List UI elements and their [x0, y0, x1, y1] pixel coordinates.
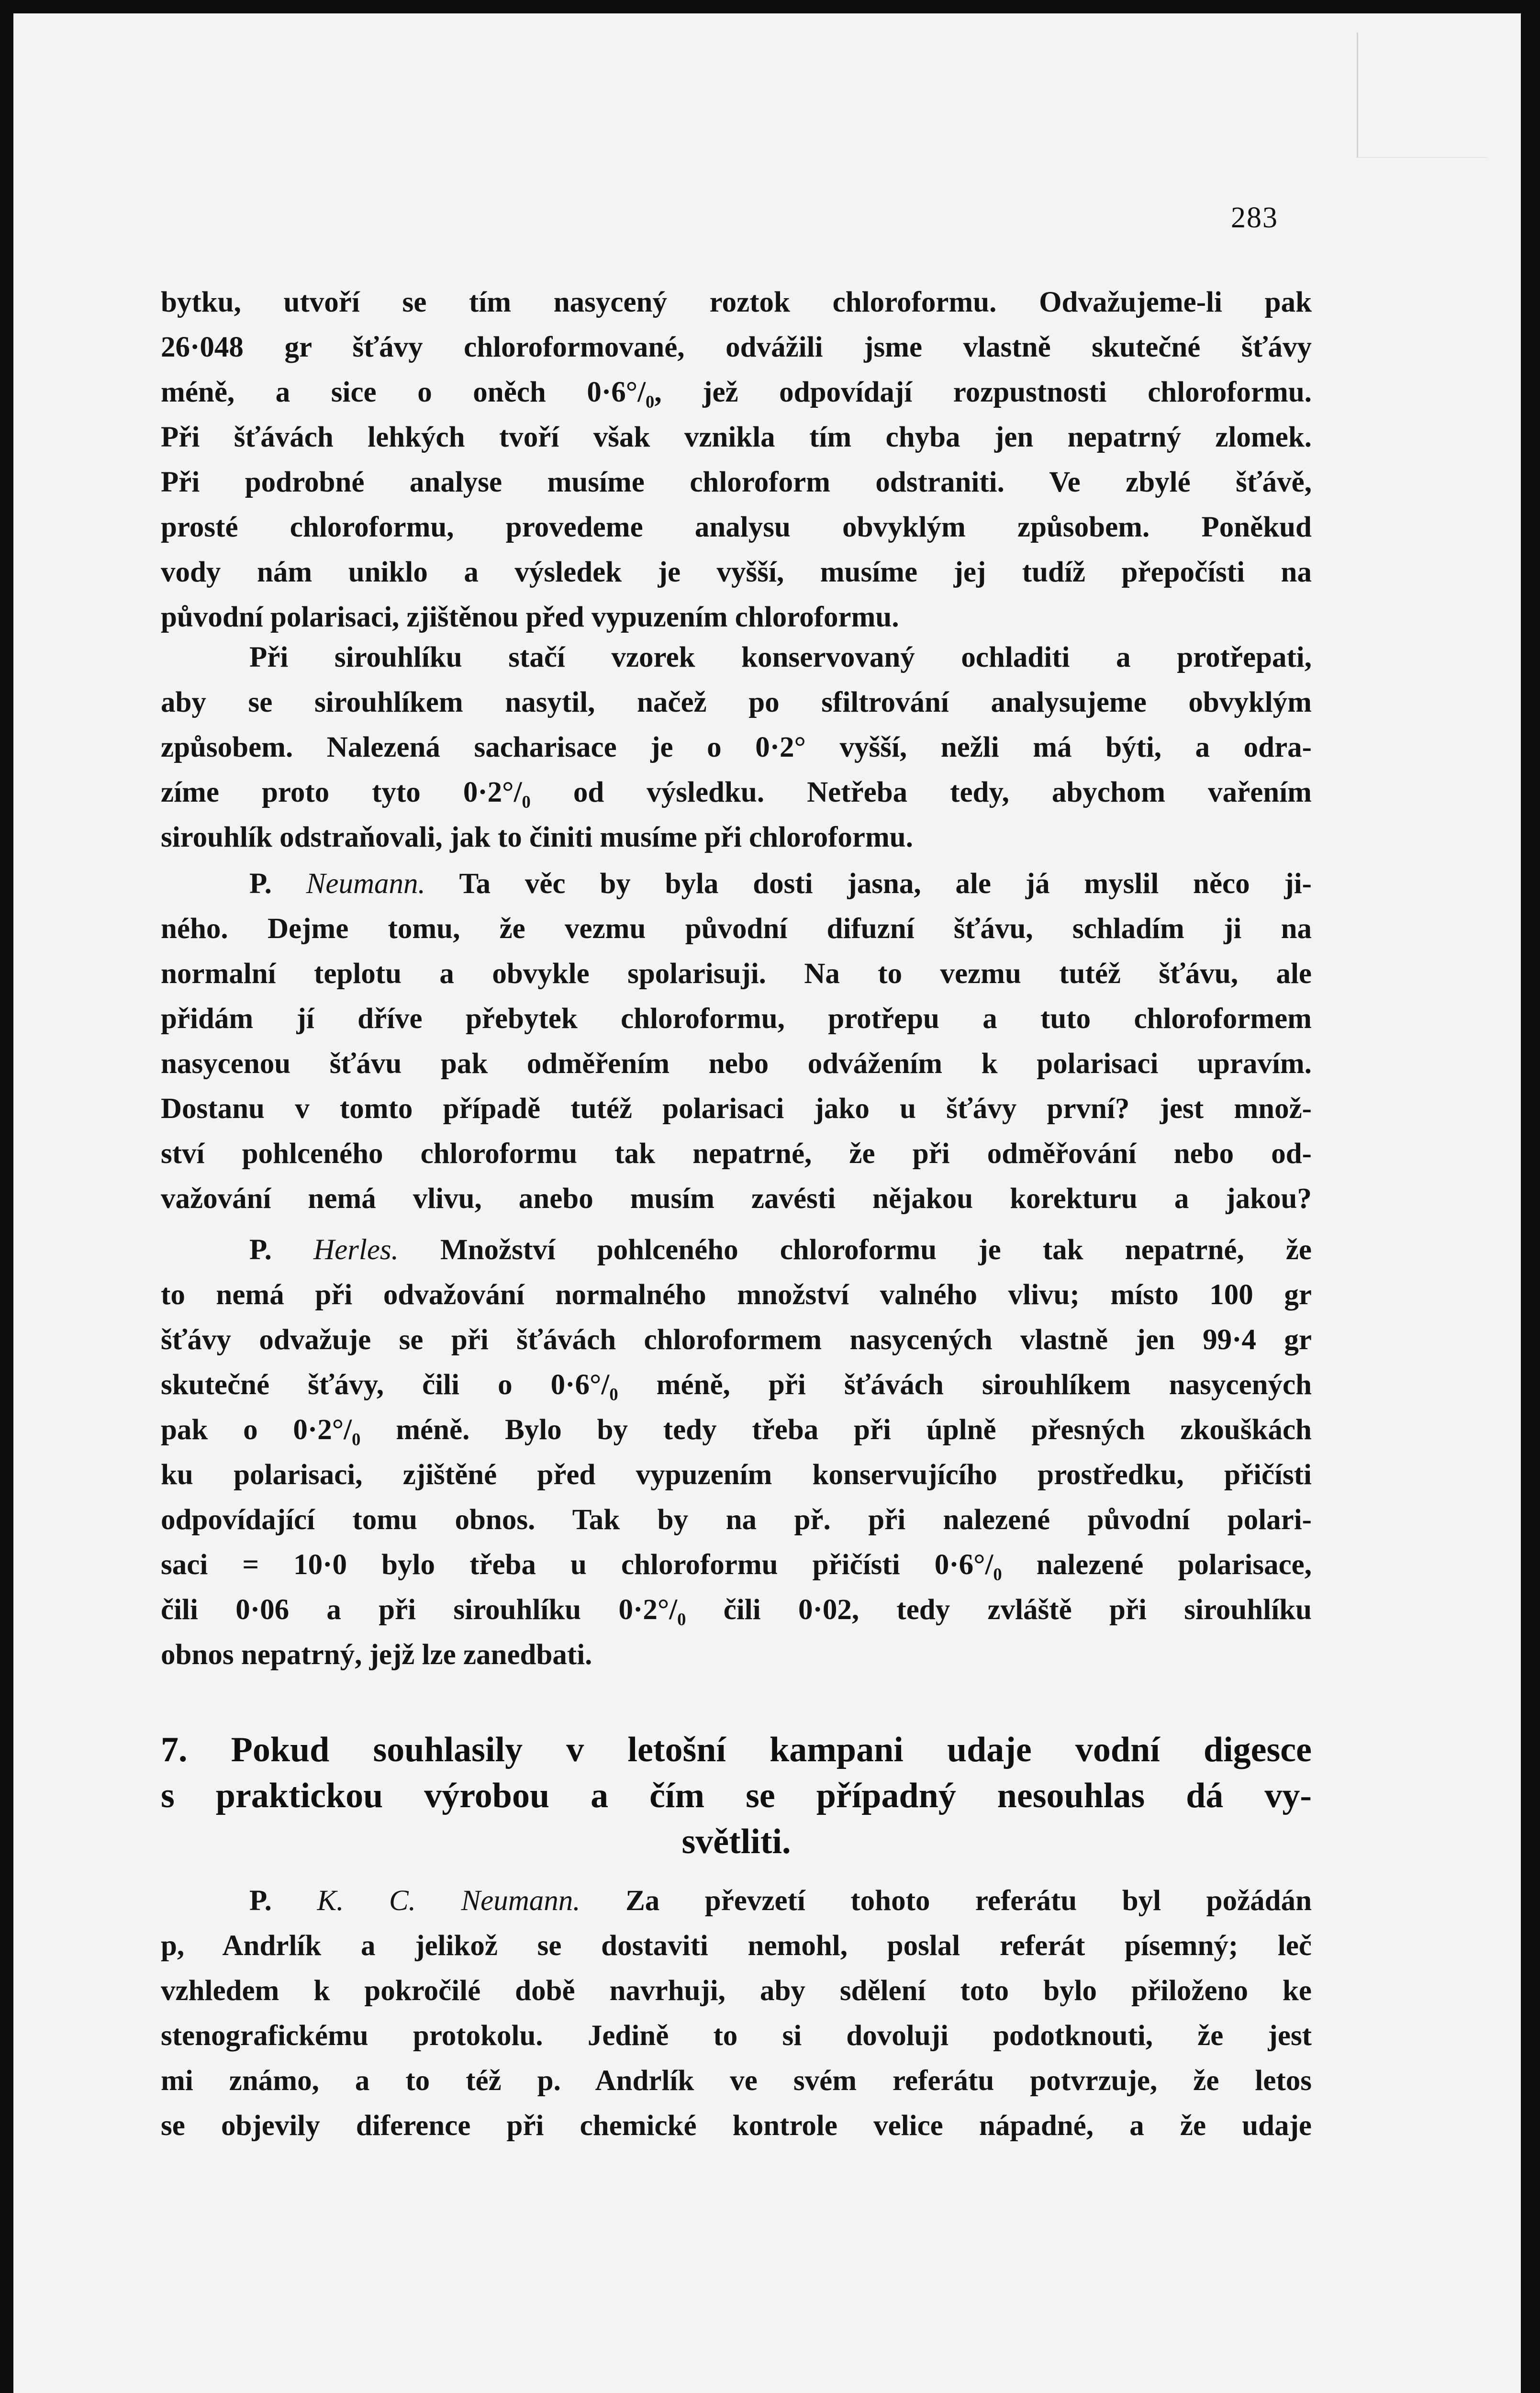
text-line: přidám jí dříve přebytek chloroformu, protřepu a tuto chloroformem	[161, 1003, 1312, 1035]
text-line: ného. Dejme tomu, že vezmu původní difuzní šťávu, schladím ji na	[161, 913, 1312, 945]
speaker-prefix: P.	[249, 1885, 272, 1917]
page-number: 283	[1231, 201, 1278, 234]
scan-border-right	[1521, 0, 1540, 2393]
text-line: vzhledem k pokročilé době navrhuji, aby sdělení toto bylo přiloženo ke	[161, 1975, 1312, 2007]
speaker-name: Herles.	[313, 1234, 399, 1266]
speaker-name: Neumann.	[461, 1885, 580, 1917]
text-line: Dostanu v tomto případě tutéž polarisaci jako u šťávy první? jest množ-	[161, 1093, 1312, 1125]
line-text: Za převzetí tohoto referátu byl požádán	[625, 1885, 1312, 1917]
paragraph-chloroform-analysis	[161, 280, 1312, 640]
line-text: Množství pohlceného chloroformu je tak nepatrné, že	[440, 1234, 1312, 1266]
text-line: to nemá při odvažování normalného množství valného vlivu; místo 100 gr	[161, 1279, 1312, 1311]
text-line: odpovídající tomu obnos. Tak by na př. při nalezené původní polari-	[161, 1504, 1312, 1536]
text-line: čili 0·06 a při sirouhlíku 0·2°/₀ čili 0·02, tedy zvláště při sirouhlíku	[161, 1594, 1312, 1626]
text-line: se objevily diference při chemické kontrole velice nápadné, a že udaje	[161, 2110, 1312, 2142]
heading-line: 7. Pokud souhlasily v letošní kampani udaje vodní digesce	[161, 1730, 1312, 1769]
text-line: ství pohlceného chloroformu tak nepatrné, že při odměřování nebo od-	[161, 1138, 1312, 1170]
paragraph-neumann-report	[161, 1879, 1312, 2148]
text-line: obnos nepatrný, jejž lze zanedbati.	[161, 1639, 592, 1671]
text-line: pak o 0·2°/₀ méně. Bylo by tedy třeba při úplně přesných zkouškách	[161, 1414, 1312, 1446]
text-line: stenografickému protokolu. Jedině to si dovoluji podotknouti, že jest	[161, 2020, 1312, 2052]
speaker-initials: K. C.	[317, 1885, 416, 1917]
text-line: zíme proto tyto 0·2°/₀ od výsledku. Netřeba tedy, abychom vařením	[161, 776, 1312, 808]
scan-border-left	[0, 0, 13, 2393]
text-line: méně, a sice o oněch 0·6°/₀, jež odpovídají rozpustnosti chloroformu.	[161, 376, 1312, 408]
text-line: 26·048 gr šťávy chloroformované, odvážili jsme vlastně skutečné šťávy	[161, 331, 1312, 363]
text-line: Při podrobné analyse musíme chloroform odstraniti. Ve zbylé šťávě,	[161, 466, 1312, 498]
text-line: sirouhlík odstraňovali, jak to činiti musíme při chloroformu.	[161, 821, 913, 853]
text-line	[161, 1228, 1312, 1273]
text-line: ku polarisaci, zjištěné před vypuzením konservujícího prostředku, přičísti	[161, 1459, 1312, 1491]
section-heading-7	[161, 1727, 1312, 1865]
text-line: važování nemá vlivu, anebo musím zavésti nějakou korekturu a jakou?	[161, 1183, 1312, 1215]
text-line: nasycenou šťávu pak odměřením nebo odvážením k polarisaci upravím.	[161, 1048, 1312, 1080]
speaker-prefix: P.	[249, 1234, 272, 1266]
scan-corner-artifact	[1357, 33, 1487, 158]
text-line: šťávy odvažuje se při šťávách chloroformem nasycených vlastně jen 99·4 gr	[161, 1324, 1312, 1356]
heading-line: s praktickou výrobou a čím se případný nesouhlas dá vy-	[161, 1776, 1312, 1815]
text-line: saci = 10·0 bylo třeba u chloroformu přičísti 0·6°/₀ nalezené polarisace,	[161, 1549, 1312, 1581]
text-line: prosté chloroformu, provedeme analysu obvyklým způsobem. Poněkud	[161, 511, 1312, 543]
paragraph-neumann-question	[161, 861, 1312, 1221]
text-line: vody nám uniklo a výsledek je vyšší, musíme jej tudíž přepočísti na	[161, 556, 1312, 588]
text-line: způsobem. Nalezená sacharisace je o 0·2° vyšší, nežli má býti, a odra-	[161, 731, 1312, 763]
text-line	[161, 861, 1312, 906]
text-line: původní polarisaci, zjištěnou před vypuzením chloroformu.	[161, 601, 899, 633]
text-line	[161, 1879, 1312, 1923]
line-text: Ta věc by byla dosti jasna, ale já myslil něco ji-	[459, 868, 1312, 900]
speaker-name: Neumann.	[306, 868, 425, 900]
text-line: skutečné šťávy, čili o 0·6°/₀ méně, při šťávách sirouhlíkem nasycených	[161, 1369, 1312, 1401]
text-line: bytku, utvoří se tím nasycený roztok chloroformu. Odvažujeme-li pak	[161, 286, 1312, 318]
text-line: normalní teplotu a obvykle spolarisuji. Na to vezmu tutéž šťávu, ale	[161, 958, 1312, 990]
paragraph-herles-answer	[161, 1228, 1312, 1677]
paragraph-sirouhlik	[161, 635, 1312, 860]
text-line: aby se sirouhlíkem nasytil, načež po sfiltrování analysujeme obvyklým	[161, 686, 1312, 718]
text-line: Při šťávách lehkých tvoří však vznikla tím chyba jen nepatrný zlomek.	[161, 421, 1312, 453]
text-line: Při sirouhlíku stačí vzorek konservovaný ochladiti a protřepati,	[249, 641, 1312, 673]
heading-line: světliti.	[681, 1822, 791, 1861]
text-line: p, Andrlík a jelikož se dostaviti nemohl, poslal referát písemný; leč	[161, 1930, 1312, 1962]
speaker-prefix: P.	[249, 868, 272, 900]
scan-border-top	[0, 0, 1540, 13]
text-line: mi známo, a to též p. Andrlík ve svém referátu potvrzuje, že letos	[161, 2065, 1312, 2097]
